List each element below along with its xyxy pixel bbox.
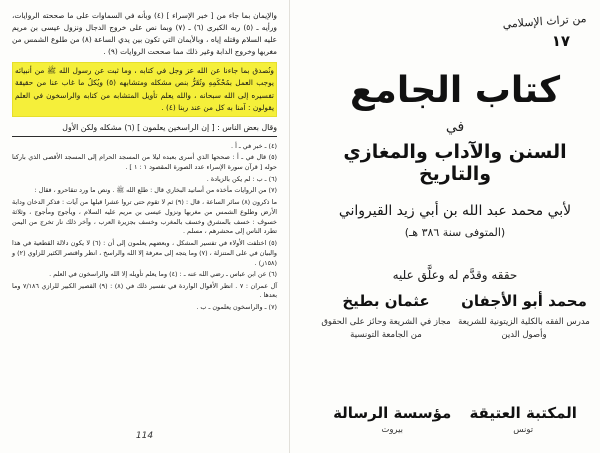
editor-name: عثمان بطيخ	[342, 291, 430, 310]
footnote-item: آل عمران : ٧ . انظر الأقوال الواردة في تفسير ذلك في (٨) : (٩) القصير الكبير للرازي ٧/١٨٦ وما بعدها .	[12, 281, 278, 300]
editor-entry	[458, 292, 590, 341]
page-gutter	[289, 0, 290, 453]
editors-list	[320, 292, 590, 341]
footnote-divider	[12, 136, 277, 137]
editor-role: مجاز في الشريعة وحائز على الحقوق من الجامعة التونسية	[321, 317, 451, 340]
editor-role: مدرس الفقه بالكلية الزيتونية للشريعة وأصول الدين	[458, 317, 590, 340]
paragraph: والإيمان بما جاء من [ خبر الإسراء ] (٤) وبأنه في السماوات على ما صححته الروايات، ورأيه ـ (٥) ربه الكبرى (٦) ـ (٧) وبما نص على خروج الدجال ونزول عيسى بن مريم عليه السلام وقتله إياه ، وبالأيمان التي تكون بين يدي الساعة (٨) من طلوع الشمس من مغربها وخروج الدابة وغير ذلك مما صححت الروايات (٩) .	[12, 11, 277, 56]
footnote-item: ما ذكرون (٨) سائر الساعة ، قال : (٩) ثم لا تقوم حتى تروا عشرا قبلها من آيات : فذكر الدخان ودابة الأرض وطلوع الشمس من مغربها ونزول عيسى بن مريم عليه السلام ، ويأجوج ومأجوج ، وثلاثة خسوف : خسف بالمشرق وخسف بالمغرب وخسف بجزيرة العرب ، وآخر ذلك نار تخرج من اليمن تطرد الناس إلى محشرهم ، مسلم .	[12, 197, 278, 236]
publisher-city: تونس	[513, 425, 534, 435]
page-number: 114	[135, 431, 154, 441]
body-text-block	[12, 10, 277, 58]
footnotes-block	[12, 142, 277, 313]
footnote-item: (٦) عن ابن عباس ـ رضي الله عنه ـ : (٤) وما يعلم تأويله إلا الله والراسخون في العلم .	[49, 270, 277, 279]
author-death-year: (المتوفى سنة ٣٨٦ هـ)	[404, 226, 506, 240]
volume-number: ١٧	[551, 32, 570, 50]
publisher-name: المكتبة العتيقة	[469, 404, 577, 422]
publisher-entry	[469, 404, 577, 435]
publisher-city: بيروت	[381, 425, 404, 435]
publisher-entry	[333, 404, 451, 435]
editor-entry	[320, 292, 452, 341]
editor-name: محمد أبو الأجفان	[461, 291, 587, 310]
book-main-title: كتاب الجامع	[349, 70, 561, 111]
footnote-item: (٦) ـ ب : لم يكن بالزيادة .	[206, 174, 277, 183]
footnote-item: (٥) قال في ـ أ : صححها الذي أسرى بعبده ليلا من المسجد الحرام إلى المسجد الأقصى الذي باركنا حوله [ قرآن سورة الإسراء عدد الصورة المقصود ١ : ١ ] .	[12, 153, 277, 172]
footnote-item: (٥) اختلفت الأولاء في تفسير المشكل ، وبعضهم يعلمون إلى أن : (٦) لا يكون دلالة القطعية في هذا والبيان في على المتنزلة ، (٧) وما يتجه إلى معرفة إلا الله والراسخ ، انظر واقتصر الكثير للزاوي (٢) و (١٥٨ز) .	[12, 238, 277, 267]
footnote-item: (٤) ـ خبر في ـ أ .	[231, 142, 277, 151]
publishers-row	[310, 404, 600, 435]
verification-label: حققه وقدَّم له وعلَّق عليه	[392, 267, 518, 282]
series-label: من تراث الإسلامي	[502, 12, 587, 31]
continuation-line: وقال بعض الناس : [ إن الراسخين يعلمون ] (٦) مشكله ولكن الأول	[62, 123, 277, 133]
highlighted-passage: ونُصدق بما جاءنا عن الله عز وجل في كتابه ، وما ثبت عن رسول الله ﷺ من أنبيائه يوجب العمل بمُحْكَمِهِ وتُقَرُّ بنص مشكله ومتشابهه (٥) ويُكلُ ما غاب عنا من حقيقة تفسيره إلى الله سبحانه ، والله يعلم تأويل المتشابه من كتابه والراسخون في العلم يقولون : آمنا به كل من عند ربنا (٤) .	[12, 62, 277, 117]
book-subtitle: السنن والآداب والمغازي والتاريخ	[343, 141, 567, 186]
publisher-name: مؤسسة الرسالة	[333, 404, 452, 422]
footnote-item: (٧) من الروايات مأخذه من أسانيد البخاري قال : طلع الله ﷺ . ونص ما ورد تنقاحرو ، فقال :	[34, 186, 277, 195]
author-block	[320, 201, 590, 242]
footnote-item: (٧) ـ والراسخون يعلمون ـ ب .	[196, 302, 277, 311]
text-page	[0, 0, 289, 453]
title-fi-word: في	[445, 119, 465, 136]
author-name: لأبي محمد عبد الله بن أبي زيد القيرواني	[338, 203, 572, 220]
title-page	[310, 0, 600, 453]
